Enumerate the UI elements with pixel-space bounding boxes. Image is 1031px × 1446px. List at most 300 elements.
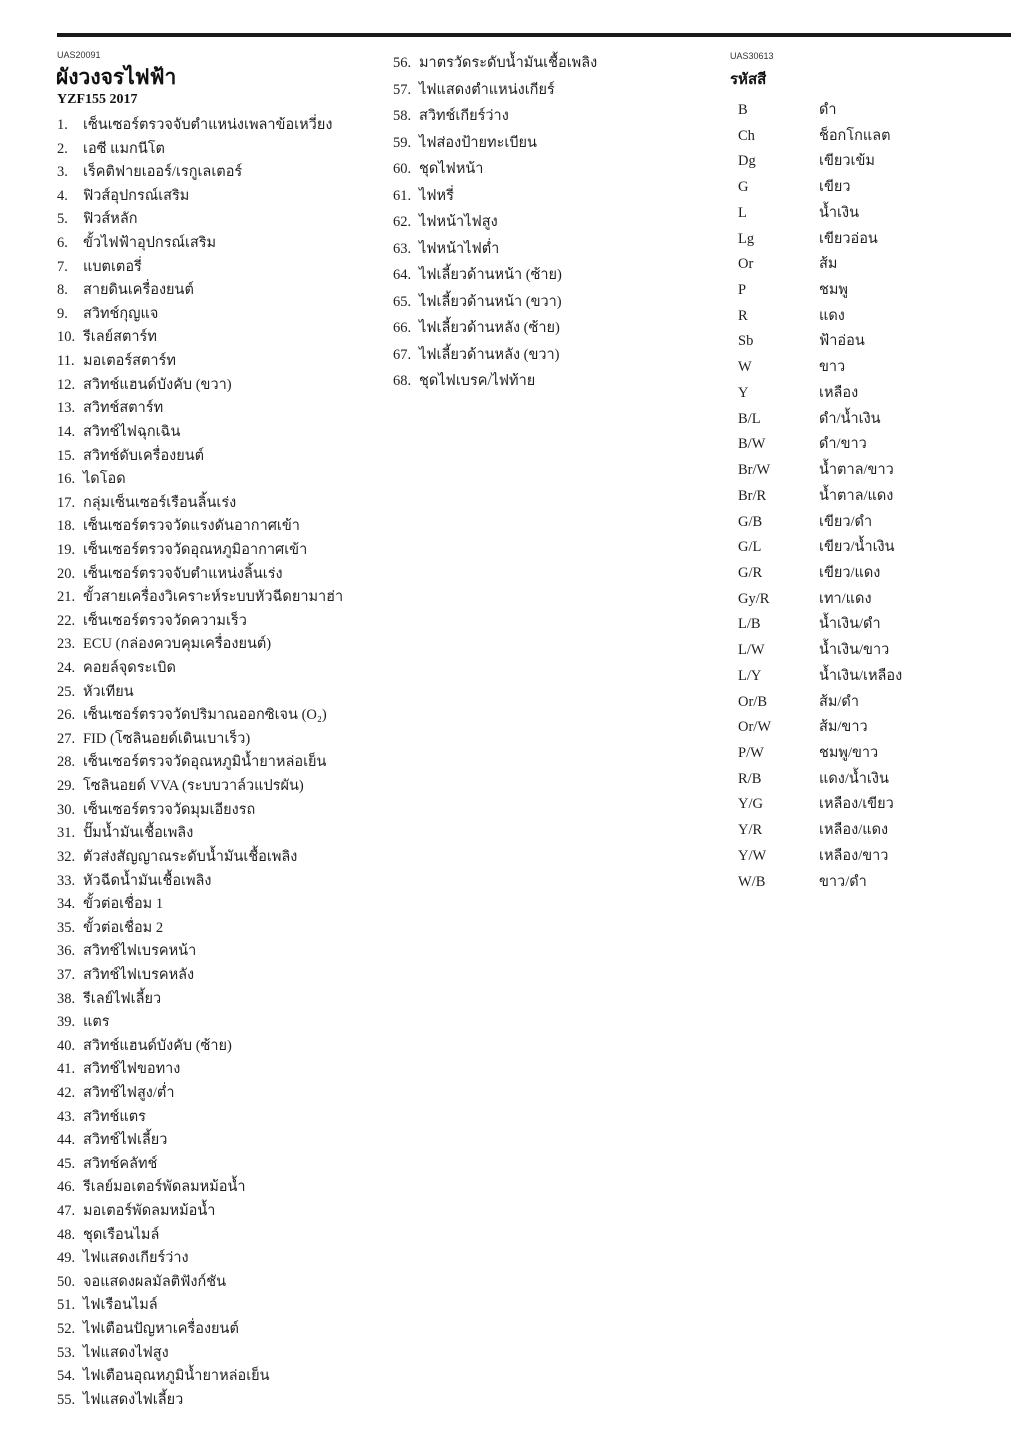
component-item — [393, 315, 597, 342]
component-label: สวิทช์แฮนด์บังคับ (ขวา) — [83, 376, 232, 393]
color-name: เขียวอ่อน — [819, 230, 878, 247]
color-name: น้ำเงิน/ขาว — [819, 642, 890, 659]
color-code-row — [738, 458, 902, 484]
color-code-row — [738, 227, 902, 253]
component-item — [57, 1035, 343, 1059]
component-number: 60. — [393, 161, 412, 177]
component-number: 24. — [57, 660, 76, 677]
component-label: สวิทช์ไฟฉุกเฉิน — [83, 423, 181, 440]
color-name: เขียว/แดง — [819, 564, 881, 581]
color-abbreviation: G/L — [738, 539, 762, 556]
component-number: 1. — [57, 117, 68, 133]
color-abbreviation: Y/R — [738, 822, 763, 839]
component-number: 16. — [57, 471, 76, 488]
color-code-row — [738, 690, 902, 716]
color-abbreviation: B/L — [738, 410, 761, 427]
component-number: 37. — [57, 966, 76, 983]
color-name: ดำ — [819, 102, 837, 118]
component-list-column-2 — [393, 50, 597, 395]
component-number: 17. — [57, 494, 76, 511]
component-number: 32. — [57, 848, 76, 865]
color-section-code: UAS30613 — [730, 51, 774, 61]
component-label: เซ็นเซอร์ตรวจจับตำแหน่งลิ้นเร่ง — [83, 565, 283, 582]
component-label: ตัวส่งสัญญาณระดับน้ำมันเชื้อเพลิง — [83, 848, 298, 865]
color-code-row — [738, 304, 902, 330]
component-number: 46. — [57, 1179, 76, 1196]
component-number: 67. — [393, 346, 412, 363]
component-label: สวิทช์แฮนด์บังคับ (ซ้าย) — [83, 1037, 232, 1054]
model-subtitle: YZF155 2017 — [57, 92, 138, 107]
component-number: 4. — [57, 187, 68, 204]
component-label: ขั้วต่อเชื่อม 2 — [83, 919, 164, 936]
component-number: 40. — [57, 1037, 76, 1054]
color-code-row — [738, 355, 902, 381]
component-item — [57, 1200, 343, 1224]
color-abbreviation: Or/B — [738, 693, 767, 710]
component-number: 68. — [393, 373, 412, 389]
color-code-row — [738, 535, 902, 561]
component-number: 5. — [57, 211, 68, 228]
color-abbreviation: R/B — [738, 770, 762, 787]
component-item — [57, 1224, 343, 1248]
component-item — [57, 303, 343, 327]
color-code-row — [738, 201, 902, 227]
component-item — [57, 1389, 343, 1413]
component-item — [57, 468, 343, 492]
color-abbreviation: Or — [738, 256, 754, 273]
component-item — [57, 704, 343, 728]
component-number: 27. — [57, 730, 76, 747]
component-label: ไฟแสดงไฟสูง — [83, 1344, 169, 1361]
component-number: 36. — [57, 943, 76, 960]
component-number: 33. — [57, 872, 76, 889]
component-label: เซ็นเซอร์ตรวจวัดอุณหภูมิอากาศเข้า — [83, 541, 308, 558]
color-code-row — [738, 870, 902, 896]
component-number: 44. — [57, 1132, 76, 1149]
component-number: 8. — [57, 282, 68, 299]
component-number: 43. — [57, 1108, 76, 1125]
color-abbreviation: L/B — [738, 616, 761, 633]
component-item — [57, 1176, 343, 1200]
component-label: แตร — [83, 1014, 110, 1031]
color-code-list — [738, 98, 902, 895]
component-label: ไฟเลี้ยวด้านหน้า (ขวา) — [419, 293, 562, 310]
color-abbreviation: G — [738, 179, 749, 196]
component-number: 52. — [57, 1321, 76, 1338]
component-label: สวิทช์ไฟขอทาง — [83, 1061, 181, 1078]
component-item — [57, 563, 343, 587]
component-label: FID (โซลินอยด์เดินเบาเร็ว) — [83, 730, 251, 747]
component-number: 51. — [57, 1297, 76, 1314]
header-rule — [57, 33, 1011, 37]
component-label: รีเลย์สตาร์ท — [83, 329, 157, 346]
component-label: สวิทช์ไฟสูง/ต่ำ — [83, 1084, 175, 1101]
color-name: เทา/แดง — [819, 590, 872, 607]
color-code-row — [738, 561, 902, 587]
component-number: 6. — [57, 235, 68, 252]
component-number: 55. — [57, 1391, 76, 1408]
component-label: เซ็นเซอร์ตรวจวัดความเร็ว — [83, 612, 247, 629]
component-number: 35. — [57, 919, 76, 936]
component-number: 65. — [393, 293, 412, 310]
component-label: มาตรวัดระดับน้ำมันเชื้อเพลิง — [419, 55, 598, 71]
component-item — [393, 262, 597, 289]
color-code-row — [738, 484, 902, 510]
component-label: ชุดไฟหน้า — [419, 161, 484, 177]
component-item — [57, 138, 343, 162]
color-abbreviation: Sb — [738, 333, 754, 350]
component-item — [57, 492, 343, 516]
component-item — [393, 209, 597, 236]
component-item — [57, 822, 343, 846]
component-item — [57, 445, 343, 469]
component-number: 66. — [393, 320, 412, 336]
component-number: 38. — [57, 990, 76, 1007]
color-abbreviation: L/Y — [738, 667, 762, 684]
component-item — [57, 964, 343, 988]
component-number: 11. — [57, 353, 75, 370]
component-number: 62. — [393, 214, 412, 230]
component-item — [57, 279, 343, 303]
component-label: ปั๊มน้ำมันเชื้อเพลิง — [83, 825, 194, 842]
component-label: ไฟหน้าไฟต่ำ — [419, 240, 500, 257]
component-item — [57, 1318, 343, 1342]
component-item — [57, 1153, 343, 1177]
component-number: 34. — [57, 896, 76, 913]
component-item — [393, 50, 597, 77]
component-label: สวิทช์ไฟเบรคหน้า — [83, 943, 197, 960]
component-label: รีเลย์มอเตอร์พัดลมหม้อน้ำ — [83, 1179, 246, 1196]
component-item — [57, 1011, 343, 1035]
color-code-row — [738, 767, 902, 793]
color-code-row — [738, 741, 902, 767]
color-code-row — [738, 98, 902, 124]
color-abbreviation: L/W — [738, 642, 765, 659]
color-abbreviation: W/B — [738, 873, 766, 890]
component-item — [57, 799, 343, 823]
component-number: 53. — [57, 1344, 76, 1361]
component-label: รีเลย์ไฟเลี้ยว — [83, 990, 162, 1007]
component-number: 28. — [57, 754, 76, 771]
component-number: 61. — [393, 187, 412, 204]
component-number: 18. — [57, 518, 76, 535]
component-number: 39. — [57, 1014, 76, 1031]
component-number: 2. — [57, 140, 68, 157]
component-label: ชุดเรือนไมล์ — [83, 1226, 160, 1243]
component-label: สวิทช์ไฟเบรคหลัง — [83, 966, 195, 983]
component-number: 21. — [57, 589, 76, 606]
color-name: เขียว/น้ำเงิน — [819, 539, 895, 556]
component-item — [57, 633, 343, 657]
component-item — [57, 728, 343, 752]
color-abbreviation: Y — [738, 384, 749, 401]
component-item — [57, 1294, 343, 1318]
color-code-row — [738, 715, 902, 741]
component-number: 56. — [393, 55, 412, 71]
color-abbreviation: Gy/R — [738, 590, 770, 607]
component-item — [57, 775, 343, 799]
component-label: ขั้วต่อเชื่อม 1 — [83, 896, 164, 913]
component-label: สวิทช์แตร — [83, 1108, 146, 1125]
component-item — [57, 256, 343, 280]
component-label: ไฟแสดงไฟเลี้ยว — [83, 1391, 184, 1408]
color-code-row — [738, 432, 902, 458]
component-label: เซ็นเซอร์ตรวจวัดปริมาณออกซิเจน (O₂) — [83, 707, 327, 724]
color-name: ดำ/ขาว — [819, 436, 867, 453]
color-code-row — [738, 612, 902, 638]
component-item — [57, 1365, 343, 1389]
component-item — [57, 940, 343, 964]
color-abbreviation: Y/G — [738, 796, 763, 813]
color-name: น้ำเงิน — [819, 204, 860, 221]
component-label: ไฟเลี้ยวด้านหลัง (ซ้าย) — [419, 320, 560, 336]
color-code-row — [738, 587, 902, 613]
section-code: UAS20091 — [57, 50, 101, 60]
color-abbreviation: W — [738, 359, 752, 376]
color-code-row — [738, 124, 902, 150]
component-label: สวิทช์ดับเครื่องยนต์ — [83, 447, 205, 464]
component-label: สายดินเครื่องยนต์ — [83, 282, 194, 299]
color-name: น้ำตาล/แดง — [819, 487, 894, 504]
color-abbreviation: P/W — [738, 744, 764, 761]
color-code-row — [738, 407, 902, 433]
color-name: ส้ม/ขาว — [819, 719, 868, 736]
component-item — [393, 289, 597, 316]
component-number: 12. — [57, 376, 76, 393]
color-name: ชมพู/ขาว — [819, 744, 879, 761]
component-label: เซ็นเซอร์ตรวจวัดแรงดันอากาศเข้า — [83, 518, 300, 535]
component-label: ฟิวส์อุปกรณ์เสริม — [83, 187, 190, 204]
color-name: เหลือง/ขาว — [819, 847, 889, 864]
color-name: เขียว — [819, 179, 851, 196]
color-name: ดำ/น้ำเงิน — [819, 410, 881, 427]
component-item — [57, 1106, 343, 1130]
component-item — [57, 751, 343, 775]
color-name: น้ำตาล/ขาว — [819, 462, 894, 479]
color-name: ขาว — [819, 359, 846, 376]
component-item — [57, 870, 343, 894]
color-name: น้ำเงิน/ดำ — [819, 616, 881, 633]
color-name: เขียวเข้ม — [819, 153, 875, 170]
component-number: 25. — [57, 683, 76, 700]
component-number: 63. — [393, 240, 412, 257]
color-name: แดง/น้ำเงิน — [819, 770, 889, 787]
component-number: 30. — [57, 801, 76, 818]
color-name: แดง — [819, 307, 845, 324]
page-title: ผังวงจรไฟฟ้า — [56, 65, 177, 89]
component-number: 19. — [57, 541, 76, 558]
color-name: เหลือง/แดง — [819, 822, 889, 839]
component-number: 41. — [57, 1061, 76, 1078]
component-item — [57, 681, 343, 705]
color-code-row — [738, 792, 902, 818]
component-number: 10. — [57, 329, 76, 346]
component-number: 9. — [57, 305, 68, 322]
color-abbreviation: B/W — [738, 436, 766, 453]
color-abbreviation: R — [738, 307, 748, 324]
component-label: ขั้วไฟฟ้าอุปกรณ์เสริม — [83, 235, 217, 252]
component-item — [57, 1342, 343, 1366]
component-item — [57, 232, 343, 256]
component-item — [57, 374, 343, 398]
color-name: ส้ม/ดำ — [819, 693, 859, 710]
component-number: 50. — [57, 1273, 76, 1290]
color-abbreviation: G/R — [738, 564, 763, 581]
component-item — [57, 988, 343, 1012]
component-number: 15. — [57, 447, 76, 464]
component-item — [57, 1082, 343, 1106]
color-code-row — [738, 175, 902, 201]
component-label: ไฟแสดงตำแหน่งเกียร์ — [419, 81, 555, 98]
color-name: ชมพู — [819, 282, 848, 299]
color-abbreviation: P — [738, 282, 747, 299]
component-item — [57, 161, 343, 185]
color-abbreviation: G/B — [738, 513, 763, 530]
component-item — [393, 130, 597, 157]
component-item — [57, 1058, 343, 1082]
component-label: ไฟแสดงเกียร์ว่าง — [83, 1250, 189, 1267]
component-label: แบตเตอรี่ — [83, 258, 142, 275]
component-item — [57, 326, 343, 350]
component-label: เร็คติฟายเออร์/เรกูเลเตอร์ — [83, 164, 243, 181]
component-number: 59. — [393, 134, 412, 151]
component-item — [57, 114, 343, 138]
component-item — [393, 368, 597, 395]
color-abbreviation: Or/W — [738, 719, 772, 736]
component-number: 3. — [57, 164, 68, 181]
color-code-row — [738, 664, 902, 690]
component-item — [57, 208, 343, 232]
color-name: น้ำเงิน/เหลือง — [819, 667, 903, 684]
color-abbreviation: Br/R — [738, 487, 767, 504]
component-label: เซ็นเซอร์ตรวจวัดอุณหภูมิน้ำยาหล่อเย็น — [83, 754, 327, 771]
component-number: 29. — [57, 778, 76, 795]
component-label: ไฟเลี้ยวด้านหน้า (ซ้าย) — [419, 267, 562, 283]
color-name: ขาว/ดำ — [819, 873, 867, 890]
component-label: ไฟเลี้ยวด้านหลัง (ขวา) — [419, 346, 560, 363]
component-label: คอยล์จุดระเบิด — [83, 660, 176, 677]
component-number: 54. — [57, 1368, 76, 1385]
color-code-row — [738, 149, 902, 175]
component-label: จอแสดงผลมัลติฟังก์ชัน — [83, 1273, 227, 1290]
color-code-row — [738, 381, 902, 407]
color-abbreviation: Ch — [738, 127, 755, 144]
component-number: 57. — [393, 81, 412, 98]
color-name: เหลือง — [819, 384, 859, 401]
color-abbreviation: Dg — [738, 153, 756, 170]
color-code-row — [738, 638, 902, 664]
component-number: 49. — [57, 1250, 76, 1267]
component-number: 26. — [57, 707, 76, 724]
color-name: เหลือง/เขียว — [819, 796, 894, 813]
component-number: 14. — [57, 423, 76, 440]
component-label: ขั้วสายเครื่องวิเคราะห์ระบบหัวฉีดยามาฮ่า — [83, 589, 344, 606]
component-label: เอซี แมกนีโต — [83, 140, 165, 157]
color-code-row — [738, 818, 902, 844]
component-number: 42. — [57, 1084, 76, 1101]
color-name: ส้ม — [819, 256, 838, 273]
color-abbreviation: Lg — [738, 230, 755, 247]
component-label: ชุดไฟเบรค/ไฟท้าย — [419, 373, 536, 389]
color-name: ช็อกโกแลต — [819, 127, 891, 144]
component-item — [57, 1247, 343, 1271]
color-abbreviation: Y/W — [738, 847, 767, 864]
component-label: กลุ่มเซ็นเซอร์เรือนลิ้นเร่ง — [83, 494, 237, 511]
component-label: สวิทช์กุญแจ — [83, 305, 159, 322]
color-section-title: รหัสสี — [730, 72, 767, 88]
component-item — [57, 185, 343, 209]
component-label: สวิทช์สตาร์ท — [83, 400, 164, 417]
component-number: 7. — [57, 258, 68, 275]
component-label: เซ็นเซอร์ตรวจวัดมุมเอียงรถ — [83, 801, 256, 818]
component-number: 48. — [57, 1226, 76, 1243]
component-label: ไฟเรือนไมล์ — [83, 1297, 158, 1314]
component-number: 58. — [393, 108, 412, 124]
component-number: 31. — [57, 825, 76, 842]
color-abbreviation: B — [738, 102, 748, 118]
component-label: ไฟส่องป้ายทะเบียน — [419, 134, 537, 151]
component-label: ฟิวส์หลัก — [83, 211, 138, 228]
component-item — [57, 1129, 343, 1153]
component-item — [57, 1271, 343, 1295]
component-item — [57, 397, 343, 421]
component-label: ไฟเตือนปัญหาเครื่องยนต์ — [83, 1321, 239, 1338]
component-number: 23. — [57, 636, 76, 653]
component-label: ไดโอด — [83, 471, 126, 488]
component-label: หัวฉีดน้ำมันเชื้อเพลิง — [83, 872, 212, 889]
component-label: โซลินอยด์ VVA (ระบบวาล์วแปรผัน) — [83, 778, 304, 795]
component-item — [57, 421, 343, 445]
component-label: มอเตอร์พัดลมหม้อน้ำ — [83, 1203, 216, 1220]
component-number: 22. — [57, 612, 76, 629]
component-item — [57, 539, 343, 563]
component-label: สวิทช์ไฟเลี้ยว — [83, 1132, 168, 1149]
color-code-row — [738, 278, 902, 304]
component-item — [393, 183, 597, 210]
component-item — [57, 610, 343, 634]
component-item — [57, 893, 343, 917]
color-code-row — [738, 329, 902, 355]
color-name: ฟ้าอ่อน — [819, 333, 865, 350]
color-code-row — [738, 844, 902, 870]
component-label: สวิทช์เกียร์ว่าง — [419, 108, 509, 124]
component-number: 45. — [57, 1155, 76, 1172]
component-label: ไฟหน้าไฟสูง — [419, 214, 498, 230]
component-label: ไฟหรี่ — [419, 187, 454, 204]
color-code-row — [738, 252, 902, 278]
component-item — [57, 846, 343, 870]
component-item — [393, 77, 597, 104]
component-label: หัวเทียน — [83, 683, 134, 700]
component-item — [393, 236, 597, 263]
component-number: 13. — [57, 400, 76, 417]
color-abbreviation: L — [738, 204, 747, 221]
component-item — [393, 156, 597, 183]
component-item — [57, 586, 343, 610]
component-item — [57, 350, 343, 374]
component-label: ECU (กล่องควบคุมเครื่องยนต์) — [83, 636, 272, 653]
component-label: เซ็นเซอร์ตรวจจับตำแหน่งเพลาข้อเหวี่ยง — [83, 117, 333, 133]
component-label: สวิทช์คลัทช์ — [83, 1155, 158, 1172]
component-number: 20. — [57, 565, 76, 582]
color-code-row — [738, 510, 902, 536]
component-item — [57, 515, 343, 539]
component-item — [393, 342, 597, 369]
component-item — [57, 917, 343, 941]
component-number: 64. — [393, 267, 412, 283]
component-number: 47. — [57, 1203, 76, 1220]
component-label: มอเตอร์สตาร์ท — [83, 353, 176, 370]
